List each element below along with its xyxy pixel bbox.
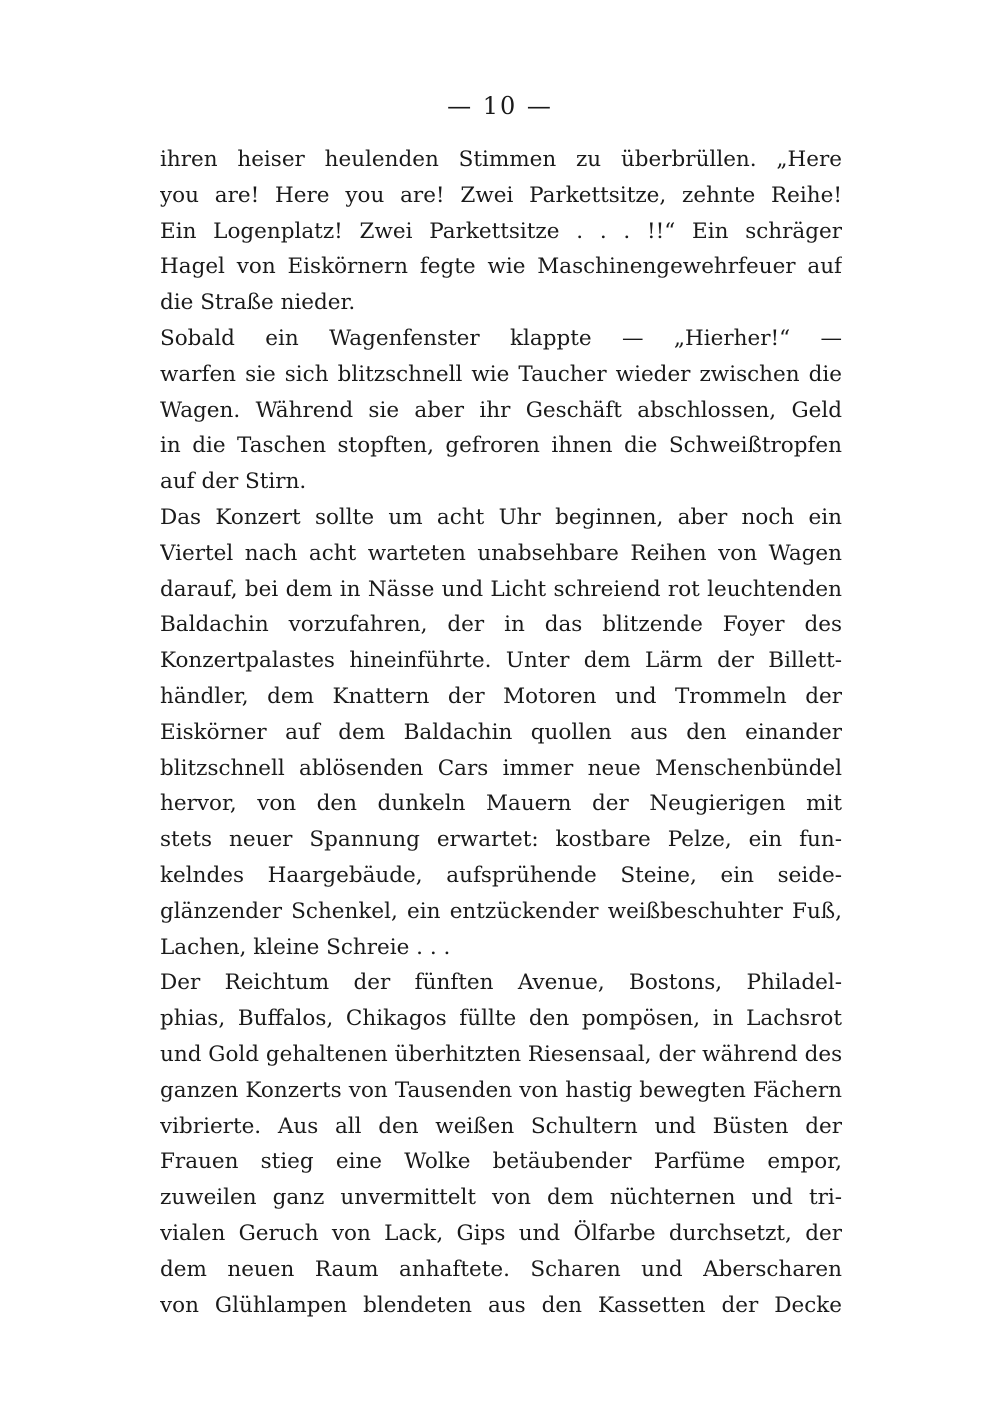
text-line: Sobald ein Wagenfenster klappte — „Hierher!“ — bbox=[160, 325, 842, 351]
text-line: händler, dem Knattern der Motoren und Trommeln der bbox=[160, 683, 842, 709]
text-line: Lachen, kleine Schreie . . . bbox=[160, 934, 451, 960]
text-line: Konzertpalastes hineinführte. Unter dem Lärm der Billett- bbox=[160, 648, 842, 674]
text-line: Wagen. Während sie aber ihr Geschäft abschlossen, Geld bbox=[160, 397, 842, 423]
text-line: Hagel von Eiskörnern fegte wie Maschinengewehrfeuer auf bbox=[160, 254, 842, 280]
page-body-text bbox=[160, 142, 842, 1323]
text-line: vialen Geruch von Lack, Gips und Ölfarbe durchsetzt, der bbox=[160, 1220, 842, 1246]
page-number: — 10 — bbox=[447, 92, 553, 120]
text-line: die Straße nieder. bbox=[160, 290, 356, 316]
text-line: von Glühlampen blendeten aus den Kassetten der Decke bbox=[160, 1292, 842, 1318]
text-line: vibrierte. Aus all den weißen Schultern und Büsten der bbox=[160, 1113, 842, 1139]
text-line: Ein Logenplatz! Zwei Parkettsitze . . . !!“ Ein schräger bbox=[160, 218, 842, 244]
text-line: you are! Here you are! Zwei Parkettsitze, zehnte Reihe! bbox=[160, 182, 842, 208]
text-line: zuweilen ganz unvermittelt von dem nüchternen und tri- bbox=[160, 1185, 842, 1211]
text-line: darauf, bei dem in Nässe und Licht schreiend rot leuchtenden bbox=[160, 576, 842, 602]
text-line: phias, Buffalos, Chikagos füllte den pompösen, in Lachsrot bbox=[160, 1006, 842, 1032]
text-line: ihren heiser heulenden Stimmen zu überbrüllen. „Here bbox=[160, 147, 842, 172]
text-line: in die Taschen stopften, gefroren ihnen die Schweißtropfen bbox=[160, 433, 842, 459]
text-line: und Gold gehaltenen überhitzten Riesensaal, der während des bbox=[160, 1041, 842, 1067]
text-line: warfen sie sich blitzschnell wie Taucher wieder zwischen die bbox=[160, 361, 842, 387]
text-line: Viertel nach acht warteten unabsehbare Reihen von Wagen bbox=[160, 540, 842, 566]
text-line: Baldachin vorzufahren, der in das blitzende Foyer des bbox=[160, 612, 842, 638]
text-line: dem neuen Raum anhaftete. Scharen und Aberscharen bbox=[160, 1256, 842, 1282]
text-line: Der Reichtum der fünften Avenue, Bostons, Philadel- bbox=[160, 970, 842, 996]
text-line: Frauen stieg eine Wolke betäubender Parfüme empor, bbox=[160, 1149, 842, 1175]
text-line: ganzen Konzerts von Tausenden von hastig bewegten Fächern bbox=[160, 1077, 842, 1103]
text-line: blitzschnell ablösenden Cars immer neue Menschenbündel bbox=[160, 755, 842, 781]
text-line: Eiskörner auf dem Baldachin quollen aus den einander bbox=[160, 719, 842, 745]
text-line: hervor, von den dunkeln Mauern der Neugierigen mit bbox=[160, 791, 842, 817]
text-line: stets neuer Spannung erwartet: kostbare Pelze, ein fun- bbox=[160, 827, 842, 853]
text-line: auf der Stirn. bbox=[160, 469, 307, 495]
text-line: glänzender Schenkel, ein entzückender weißbeschuhter Fuß, bbox=[160, 898, 842, 924]
text-line: kelndes Haargebäude, aufsprühende Steine, ein seide- bbox=[160, 862, 842, 888]
text-line: Das Konzert sollte um acht Uhr beginnen, aber noch ein bbox=[160, 504, 842, 530]
